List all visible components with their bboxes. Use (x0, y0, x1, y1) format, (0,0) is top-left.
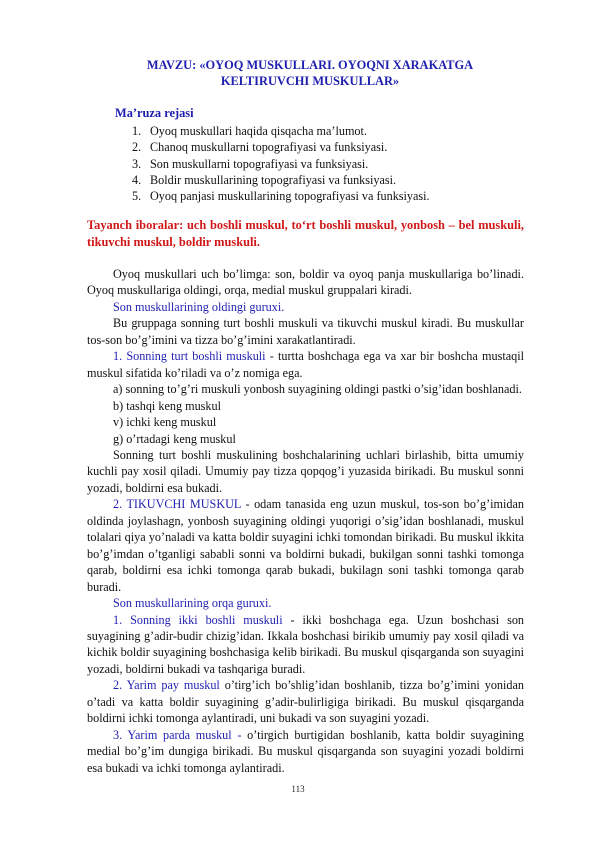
plan-heading: Ma’ruza rejasi (115, 106, 194, 120)
muscle-name: 3. Yarim parda muskul - (113, 727, 242, 742)
paragraph: Bu gruppaga sonning turt boshli muskuli va tikuvchi muskul kiradi. Bu muskullar tos-son bo’g’imini va tizza bo’g’imini xarakatlantiradi. (87, 316, 524, 347)
paragraph (87, 677, 524, 726)
plan-item (132, 123, 430, 139)
paragraph: a) sonning to’g’ri muskuli yonbosh suyagining oldingi pastki o’sig’idan boshlanadi. (113, 382, 522, 397)
title-line-2: KELTIRUVCHI MUSKULLAR» (220, 74, 400, 88)
plan-item-number: 5. (132, 189, 142, 204)
plan-item-text: Chanoq muskullarni topografiyasi va funksiyasi. (150, 140, 388, 155)
plan-item-text: Son muskullarni topografiyasi va funksiyasi. (150, 156, 369, 171)
plan-item-number: 3. (132, 156, 142, 171)
plan-item (132, 139, 430, 155)
paragraph: Oyoq muskullari uch bo’limga: son, boldir va oyoq panja muskullariga bo’linadi. Oyoq muskullariga oldingi, orqa, medial muskul gruppalari kiradi. (87, 267, 524, 298)
plan-item-text: Oyoq panjasi muskullarining topografiyasi va funksiyasi. (150, 189, 430, 204)
title-line-1: MAVZU: «OYOQ MUSKULLARI. OYOQNI XARAKATGA (146, 58, 474, 72)
muscle-name: 2. TIKUVCHI MUSKUL (113, 497, 241, 512)
lecture-title (100, 57, 520, 89)
plan-item-text: Oyoq muskullari haqida qisqacha ma’lumot. (150, 124, 367, 138)
muscle-name: 1. Sonning turt boshli muskuli (113, 349, 266, 364)
section-heading: Son muskullarining orqa guruxi. (113, 596, 272, 611)
paragraph (87, 496, 524, 595)
body-text (87, 266, 524, 776)
muscle-name: 1. Sonning ikki boshli muskuli (113, 612, 283, 627)
paragraph-text: - odam tanasida eng uzun muskul, tos-son bo’g’imidan oldinda joylashagn, yonbosh suyagining oldingi yuqorigi o’sig’idan boshlanadi, muskul tolalari qiya yo’naladi va katta boldir suyagini ichki tomondan birikadi. Bu muskul ikkita bo’g’imdan o’tganligi sababli sonni va boldirni bukadi, bukilgan sonni tashki tomonga qarab, boldirni esa ichki tomonga qarab bukadi, bukilagn soni tashki tomonga qarab buradi. (87, 497, 525, 594)
paragraph-text: o’tirgich burtigidan boshlanib, katta boldir suyagining medial bo’g’im dungiga birikadi. Bu muskul qisqarganda son suyagini yozadi boldirni esa bukadi va ichki tomonga aylantiradi. (87, 727, 524, 775)
plan-item-number: 2. (132, 140, 142, 155)
key-terms: Tayanch iboralar: uch boshli muskul, to‘rt boshli muskul, yonbosh – bel muskuli, tikuvchi muskul, boldir muskuli. (87, 218, 524, 249)
plan-item-number: 1. (132, 124, 142, 138)
paragraph: v) ichki keng muskul (113, 415, 217, 430)
paragraph-text: - turtta boshchaga ega va xar bir boshcha mustaqil muskul sifatida ko’riladi va o’z nomiga ega. (87, 349, 524, 380)
muscle-name: 2. Yarim pay muskul (113, 678, 220, 693)
paragraph-text: - ikki boshchaga ega. Uzun boshchasi son suyagining g’adir-budir chizig’idan. Ikkala boshchasi birikib umumiy pay xosil qiladi va kichik boldir suyagining boshchasiga kelib birikadi. Bu muskul qisqarganda son suyagini yozadi, boldirni bukadi va tashqariga buradi. (87, 612, 525, 676)
plan-list (132, 123, 430, 204)
plan-item-number: 4. (132, 172, 142, 187)
section-heading: Son muskullarining oldingi guruxi. (113, 299, 285, 314)
plan-item-text: Boldir muskullarining topografiyasi va funksiyasi. (150, 172, 397, 187)
plan-item (132, 188, 430, 204)
paragraph (87, 612, 524, 678)
paragraph: Sonning turt boshli muskulining boshchalarining uchlari birlashib, bitta umumiy kuchli pay xosil qiladi. Umumiy pay tizza qopqog’i yuzasida birikadi. Bu muskul sonni yozadi, boldirni esa bukadi. (87, 447, 524, 495)
paragraph: g) o’rtadagi keng muskul (113, 431, 236, 446)
paragraph (87, 727, 524, 776)
page-number: 113 (291, 784, 305, 794)
plan-item (132, 172, 430, 188)
paragraph-text: o’tirg’ich bo’shlig’idan boshlanib, tizza bo’g’imini yonidan o’tadi va katta boldir suyagining g’adir-bulirligiga birikadi. Bu muskul qisqarganda boldirni ichki tomonga aylantiradi, uni bukadi va son suyagini yozadi. (87, 678, 524, 726)
paragraph (87, 348, 524, 381)
plan-item (132, 156, 430, 172)
paragraph: b) tashqi keng muskul (113, 398, 221, 413)
